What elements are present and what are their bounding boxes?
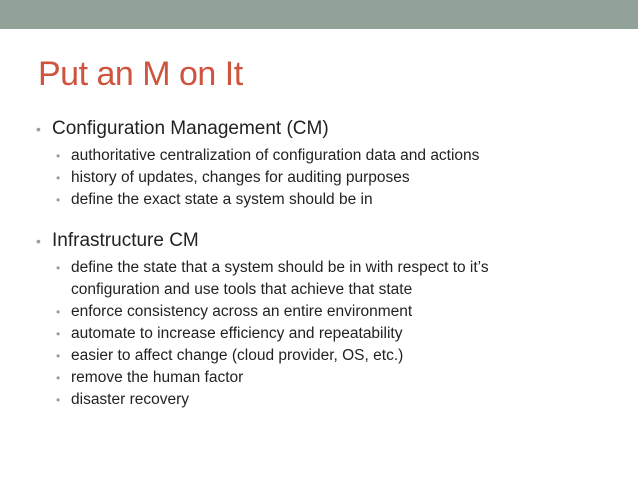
list-item — [36, 323, 596, 345]
list-item — [36, 367, 596, 389]
bullet-icon: • — [56, 149, 61, 163]
list-item — [36, 301, 596, 323]
bullet-icon: • — [56, 171, 61, 185]
list-item — [36, 345, 596, 367]
section-heading-text: Configuration Management (CM) — [52, 118, 329, 139]
list-item-text: define the state that a system should be in with respect to it’s — [71, 259, 489, 276]
list-item — [36, 167, 596, 189]
list-item-continuation: configuration and use tools that achieve that state — [71, 281, 413, 298]
bullet-icon: • — [56, 261, 61, 275]
list-item — [36, 145, 596, 167]
list-item-text: disaster recovery — [71, 391, 190, 408]
section-heading — [36, 227, 596, 255]
list-item — [36, 257, 596, 301]
list-item-text: history of updates, changes for auditing purposes — [71, 169, 410, 186]
list-item — [36, 389, 596, 411]
list-item-text: automate to increase efficiency and repeatability — [71, 325, 403, 342]
bullet-icon: • — [56, 193, 61, 207]
section-heading-text: Infrastructure CM — [52, 230, 199, 251]
bullet-icon: • — [56, 327, 61, 341]
bullet-icon: • — [56, 305, 61, 319]
list-item-text: easier to affect change (cloud provider, OS, etc.) — [71, 347, 404, 364]
top-accent-bar — [0, 0, 638, 29]
section-configuration-management — [36, 115, 596, 211]
list-item-text: authoritative centralization of configuration data and actions — [71, 147, 480, 164]
bullet-icon: • — [56, 349, 61, 363]
list-item-text: define the exact state a system should be in — [71, 191, 373, 208]
list-item — [36, 189, 596, 211]
list-item-text: remove the human factor — [71, 369, 244, 386]
section-infrastructure-cm — [36, 227, 596, 411]
slide-title: Put an M on It — [38, 55, 243, 93]
bullet-list — [36, 145, 596, 211]
bullet-icon: • — [36, 121, 41, 137]
bullet-list — [36, 257, 596, 411]
section-heading — [36, 115, 596, 143]
bullet-icon: • — [56, 371, 61, 385]
list-item-text: enforce consistency across an entire environment — [71, 303, 413, 320]
bullet-icon: • — [36, 233, 41, 249]
slide-content — [36, 115, 596, 411]
bullet-icon: • — [56, 393, 61, 407]
